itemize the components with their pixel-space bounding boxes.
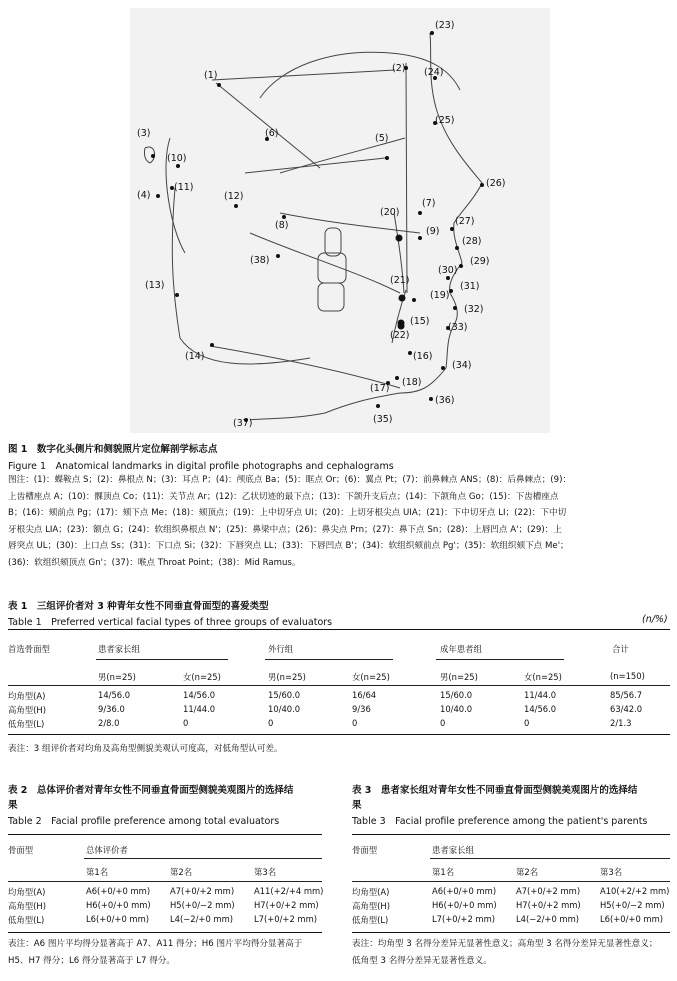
table2-note-cont: H5、H7 得分；L6 得分显著高于 L7 得分。 xyxy=(8,956,176,966)
table1-header-rule xyxy=(8,685,670,686)
landmark-label: (21) xyxy=(390,275,410,286)
table1-group-head: 患者家长组 xyxy=(98,644,140,654)
table2-subhead: 第2名 xyxy=(170,867,193,877)
cranial-base-line xyxy=(212,70,395,80)
landmark-label: (13) xyxy=(145,280,165,291)
figure1-note-line: B；(16)：颏前点 Pg；(17)：颏下点 Me；(18)：颏顶点；(19)：上中切牙点 UI；(20)：上切牙根尖点 UIA；(21)：下中切牙点 LI；(22)：下中切 xyxy=(8,508,567,518)
table-cell: A7(+0/+2 mm) xyxy=(516,886,581,896)
landmark-label: (33) xyxy=(448,322,468,333)
table-cell: 2/1.3 xyxy=(610,718,632,728)
table-cell: A6(+0/+0 mm) xyxy=(86,886,151,896)
table2-group-rule xyxy=(84,858,322,859)
table3-note: 表注：均角型 3 名得分差异无显著性意义；高角型 3 名得分差异无显著性意义； xyxy=(352,939,658,949)
table-cell: 9/36 xyxy=(352,704,371,714)
landmark-label: (17) xyxy=(370,383,390,394)
table1-group-head: 成年患者组 xyxy=(440,644,482,654)
table2-top-rule xyxy=(8,834,322,835)
table-cell: L6(+0/+0 mm) xyxy=(86,914,150,924)
table1-subhead: 男(n=25) xyxy=(98,672,136,682)
landmark-point xyxy=(459,264,463,268)
table-cell: H7(+0/+2 mm) xyxy=(516,900,581,910)
table1-bottom-rule xyxy=(8,734,670,735)
landmark-point xyxy=(376,404,380,408)
table-cell: 63/42.0 xyxy=(610,704,643,714)
landmark-label: (3) xyxy=(137,128,151,139)
landmark-label: (24) xyxy=(424,67,444,78)
landmark-point xyxy=(441,366,445,370)
table1-group-head: 合计 xyxy=(612,644,629,654)
table1-note: 表注：3 组评价者对均角及高角型侧貌美观认可度高，对低角型认可差。 xyxy=(8,744,283,754)
table-row-label: 高角型(H) xyxy=(8,901,46,911)
vertical-n-line xyxy=(406,63,407,293)
figure1-note-line: 唇突点 UL；(30)：上口点 Ss；(31)：下口点 Si；(32)：下唇突点 LL；(33)：下唇凹点 B'；(34)：软组织颏前点 Pg'；(35)：软组织颏下点 Me'； xyxy=(8,541,569,551)
table-cell: 0 xyxy=(352,718,358,728)
table3-header-rule xyxy=(352,881,670,882)
table-row-label: 均角型(A) xyxy=(352,887,390,897)
table3-col-first: 骨面型 xyxy=(352,845,378,855)
table2-group-head: 总体评价者 xyxy=(86,845,128,855)
table1-subhead: 女(n=25) xyxy=(524,672,562,682)
landmark-label: (6) xyxy=(265,128,279,139)
table2-title-zh-cont: 果 xyxy=(8,800,18,811)
table-cell: L6(+0/+0 mm) xyxy=(600,914,664,924)
table3-subhead: 第3名 xyxy=(600,867,623,877)
table-row-label: 均角型(A) xyxy=(8,691,46,701)
landmark-point xyxy=(412,298,416,302)
table-cell: A7(+0/+2 mm) xyxy=(170,886,235,896)
figure1-note-line: (36)：软组织颏顶点 Gn'；(37)：喉点 Throat Point；(38)：Mid Ramus。 xyxy=(8,557,301,568)
landmark-point xyxy=(151,154,155,158)
table-cell: H6(+0/+0 mm) xyxy=(432,900,497,910)
figure1-caption-zh: 图 1 数字化头侧片和侧貌照片定位解剖学标志点 xyxy=(8,444,218,455)
landmark-point xyxy=(175,293,179,297)
figure1-note-line: 牙根尖点 LIA；(23)：额点 G；(24)：软组织鼻根点 N'；(25)：鼻梁中点；(26)：鼻尖点 Prn；(27)：鼻下点 Sn；(28)：上唇凹点 A'；(29)：上 xyxy=(8,524,562,535)
landmark-label: (9) xyxy=(426,226,440,237)
table1-group-rule xyxy=(436,659,564,660)
landmark-label: (16) xyxy=(413,351,433,362)
landmark-label: (20) xyxy=(380,207,400,218)
landmark-label: (2) xyxy=(392,63,406,74)
landmark-point xyxy=(210,343,214,347)
landmark-label: (37) xyxy=(233,418,253,429)
landmark-label: (1) xyxy=(204,70,218,81)
table3-title-zh: 表 3 患者家长组对青年女性不同垂直骨面型侧貌美观图片的选择结 xyxy=(352,785,638,796)
table-cell: 10/40.0 xyxy=(440,704,473,714)
landmark-point xyxy=(418,236,422,240)
landmark-label: (4) xyxy=(137,190,151,201)
landmark-label: (26) xyxy=(486,178,506,189)
landmark-label: (28) xyxy=(462,236,482,247)
table1-top-rule xyxy=(8,629,670,630)
table3-bottom-rule xyxy=(352,932,670,933)
landmark-label: (34) xyxy=(452,360,472,371)
landmark-point xyxy=(385,156,389,160)
landmark-point xyxy=(176,164,180,168)
table1-subhead: 女(n=25) xyxy=(352,672,390,682)
landmark-label: (35) xyxy=(373,414,393,425)
landmark-point xyxy=(398,320,405,327)
table-cell: 0 xyxy=(524,718,530,728)
table-cell: L7(+0/+2 mm) xyxy=(254,914,318,924)
table1-col-first: 首选骨面型 xyxy=(8,644,50,654)
table2-subhead: 第3名 xyxy=(254,867,277,877)
landmark-label: (12) xyxy=(224,191,244,202)
landmark-label: (32) xyxy=(464,304,484,315)
landmark-point xyxy=(156,194,160,198)
table-cell: A10(+2/+2 mm) xyxy=(600,886,670,896)
figure1-note xyxy=(8,472,672,571)
molar-lower-tooth xyxy=(318,283,344,311)
table-row-label: 低角型(L) xyxy=(8,915,45,925)
table-cell: 9/36.0 xyxy=(98,704,125,714)
table3-top-rule xyxy=(352,834,670,835)
table-cell: 2/8.0 xyxy=(98,718,120,728)
table1-subhead: 男(n=25) xyxy=(268,672,306,682)
landmark-point xyxy=(234,204,238,208)
sella-to-nasion xyxy=(216,83,320,168)
table3-subhead: 第2名 xyxy=(516,867,539,877)
table3-title-zh-cont: 果 xyxy=(352,800,362,811)
landmark-label: (22) xyxy=(390,330,410,341)
landmark-point xyxy=(418,211,422,215)
landmark-label: (31) xyxy=(460,281,480,292)
table3-group-head: 患者家长组 xyxy=(432,845,474,855)
table-cell: A11(+2/+4 mm) xyxy=(254,886,324,896)
landmark-label: (27) xyxy=(455,216,475,227)
landmark-point xyxy=(430,31,434,35)
table1-group-rule xyxy=(265,659,393,660)
table2-bottom-rule xyxy=(8,932,322,933)
table3-subhead: 第1名 xyxy=(432,867,455,877)
landmark-label: (7) xyxy=(422,198,436,209)
table-cell: 0 xyxy=(440,718,446,728)
landmark-label: (8) xyxy=(275,220,289,231)
table-cell: A6(+0/+0 mm) xyxy=(432,886,497,896)
cephalogram-figure xyxy=(130,8,550,433)
landmark-point xyxy=(455,246,459,250)
landmark-label: (5) xyxy=(375,133,389,144)
mandible-lower-border xyxy=(210,346,400,388)
table-row-label: 低角型(L) xyxy=(352,915,389,925)
landmark-label: (38) xyxy=(250,255,270,266)
table2-note: 表注：A6 图片平均得分显著高于 A7、A11 得分；H6 图片平均得分显著高于 xyxy=(8,939,303,949)
premolar-tooth xyxy=(325,228,341,256)
landmark-point xyxy=(282,215,286,219)
landmark-point xyxy=(429,397,433,401)
table-cell: 10/40.0 xyxy=(268,704,301,714)
table-cell: 0 xyxy=(268,718,274,728)
landmark-point xyxy=(453,306,457,310)
table-cell: 15/60.0 xyxy=(268,690,301,700)
landmark-point xyxy=(396,235,403,242)
landmark-label: (14) xyxy=(185,351,205,362)
table-cell: H5(+0/−2 mm) xyxy=(170,900,235,910)
landmark-point xyxy=(395,376,399,380)
fh-plane xyxy=(245,158,385,173)
table2-title-en: Table 2 Facial profile preference among total evaluators xyxy=(8,816,280,827)
table1-subhead: (n=150) xyxy=(610,671,645,681)
table1-unit: (n/%) xyxy=(642,614,668,625)
landmark-label: (25) xyxy=(435,115,455,126)
landmark-point xyxy=(399,295,406,302)
landmark-point xyxy=(446,276,450,280)
table3-title-en: Table 3 Facial profile preference among the patient's parents xyxy=(352,816,648,827)
table-cell: 11/44.0 xyxy=(183,704,216,714)
table-row-label: 高角型(H) xyxy=(352,901,390,911)
table3-note-cont: 低角型 3 名得分差异无显著性意义。 xyxy=(352,956,492,966)
landmark-label: (15) xyxy=(410,316,430,327)
table2-title-zh: 表 2 总体评价者对青年女性不同垂直骨面型侧貌美观图片的选择结 xyxy=(8,785,294,796)
table-row-label: 低角型(L) xyxy=(8,719,45,729)
table-row-label: 高角型(H) xyxy=(8,705,46,715)
table1-group-rule xyxy=(96,659,228,660)
landmark-label: (10) xyxy=(167,153,187,164)
figure1-note-line: 图注：(1)：蝶鞍点 S；(2)：鼻根点 N；(3)：耳点 P；(4)：颅底点 Ba；(5)：眶点 Or；(6)：翼点 Pt；(7)：前鼻棘点 ANS；(8)：后鼻棘点；(9)： xyxy=(8,475,572,485)
landmark-label: (18) xyxy=(402,377,422,388)
table2-header-rule xyxy=(8,881,322,882)
table-cell: 16/64 xyxy=(352,690,377,700)
landmark-point xyxy=(217,83,221,87)
table1-title-en: Table 1 Preferred vertical facial types of three groups of evaluators xyxy=(8,617,333,628)
table1-title-zh: 表 1 三组评价者对 3 种青年女性不同垂直骨面型的喜爱类型 xyxy=(8,601,269,612)
table-cell: 11/44.0 xyxy=(524,690,557,700)
table1-subhead: 女(n=25) xyxy=(183,672,221,682)
table-cell: H7(+0/+2 mm) xyxy=(254,900,319,910)
table-cell: 14/56.0 xyxy=(98,690,131,700)
figure1-caption-en: Figure 1 Anatomical landmarks in digital profile photographs and cephalograms xyxy=(8,461,394,472)
table-cell: 85/56.7 xyxy=(610,690,643,700)
table-cell: L7(+0/+2 mm) xyxy=(432,914,496,924)
table2-col-first: 骨面型 xyxy=(8,845,34,855)
landmark-point xyxy=(276,254,280,258)
table2-subhead: 第1名 xyxy=(86,867,109,877)
landmark-point xyxy=(408,351,412,355)
landmark-label: (36) xyxy=(435,395,455,406)
landmark-label: (30) xyxy=(438,265,458,276)
landmark-point xyxy=(450,227,454,231)
table3-group-rule xyxy=(430,858,670,859)
table-cell: 14/56.0 xyxy=(183,690,216,700)
table-cell: L4(−2/+0 mm) xyxy=(170,914,234,924)
table-cell: L4(−2/+0 mm) xyxy=(516,914,580,924)
table-cell: H5(+0/−2 mm) xyxy=(600,900,665,910)
table-cell: 0 xyxy=(183,718,189,728)
cephalogram-tracing xyxy=(130,8,550,433)
landmark-label: (11) xyxy=(174,182,194,193)
figure1-note-line: 上齿槽座点 A；(10)：髁顶点 Co；(11)：关节点 Ar；(12)：乙状切迹的最下点；(13)：下颌升支后点；(14)：下颌角点 Go；(15)：下齿槽座点 xyxy=(8,491,559,502)
table1-group-head: 外行组 xyxy=(268,644,294,654)
landmark-label: (19) xyxy=(430,290,450,301)
table1-subhead: 男(n=25) xyxy=(440,672,478,682)
landmark-label: (29) xyxy=(470,256,490,267)
landmark-point xyxy=(449,289,453,293)
table-cell: 15/60.0 xyxy=(440,690,473,700)
table-row-label: 均角型(A) xyxy=(8,887,46,897)
table-cell: 14/56.0 xyxy=(524,704,557,714)
landmark-point xyxy=(480,183,484,187)
landmark-label: (23) xyxy=(435,20,455,31)
table-cell: H6(+0/+0 mm) xyxy=(86,900,151,910)
